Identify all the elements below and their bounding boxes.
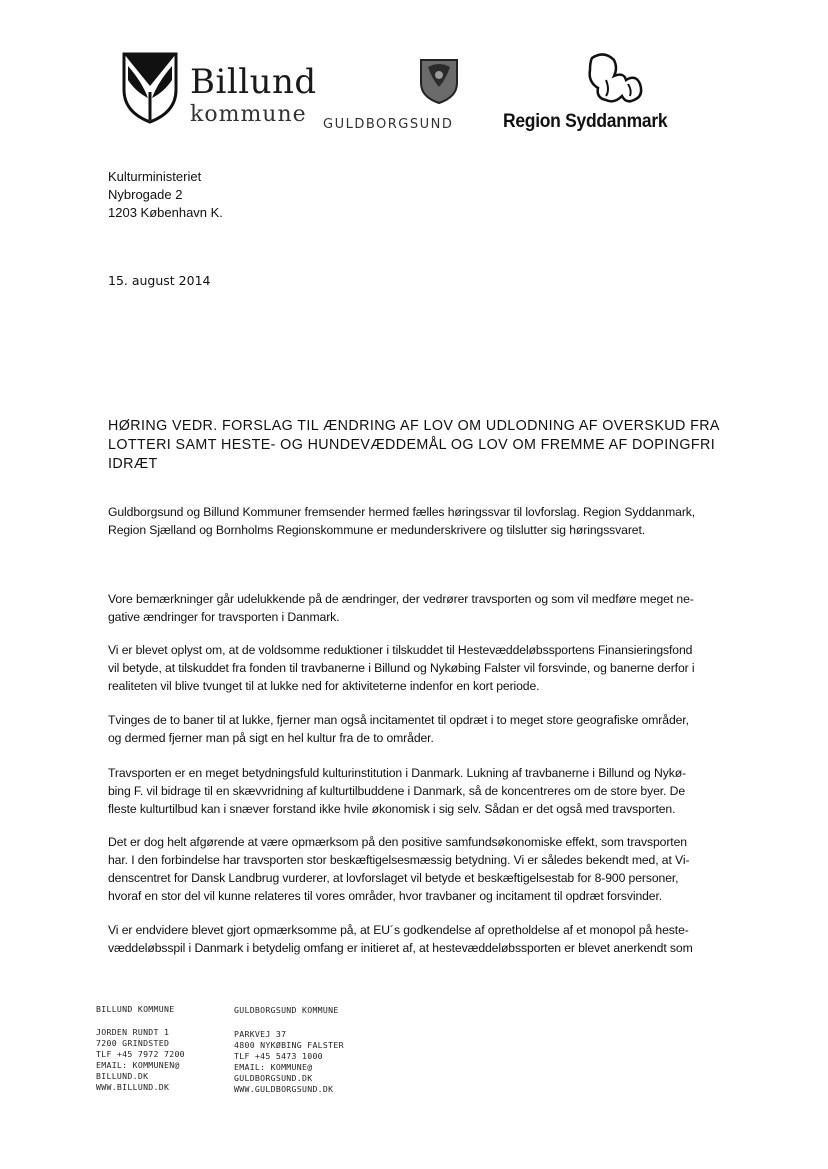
paragraph: [108, 764, 708, 818]
paragraph-line: denscentret for Dansk Landbrug vurderer, at lovforslaget vil betyde et beskæftigelsestab for 8-900 personer,: [108, 871, 679, 885]
recipient-line: 1203 København K.: [108, 205, 223, 220]
footer-line: WWW.BILLUND.DK: [96, 1082, 170, 1092]
paragraph-line: fleste kulturtilbud kan i snæver forstand ikke hvile økonomisk i sig selv. Sådan er det også med travsporten.: [108, 802, 676, 816]
footer-line: GULDBORGSUND.DK: [234, 1073, 313, 1083]
billund-logo-icon: [122, 52, 178, 124]
recipient-line: Kulturministeriet: [108, 169, 202, 184]
footer-line: 4800 NYKØBING FALSTER: [234, 1040, 344, 1050]
billund-logo-sub: kommune: [190, 102, 307, 127]
paragraph-line: hvoraf en stor del vil kunne relateres til vores områder, hvor travbaner og incitament til opdræt forsvinder.: [108, 889, 663, 903]
paragraph-line: gative ændringer for travsporten i Danmark.: [108, 610, 340, 624]
footer-line: BILLUND.DK: [96, 1071, 149, 1081]
footer-guldborgsund-title: GULDBORGSUND KOMMUNE: [234, 1005, 339, 1015]
paragraph: [108, 833, 708, 905]
region-syddanmark-logo-icon: [584, 50, 646, 108]
recipient-address: [108, 168, 223, 222]
footer-line: EMAIL: KOMMUNE@: [234, 1062, 313, 1072]
billund-logo-name: Billund: [190, 62, 317, 102]
heading-line: LOTTERI SAMT HESTE- OG HUNDEVÆDDEMÅL OG LOV OM FREMME AF DOPINGFRI: [108, 437, 716, 453]
paragraph: [108, 641, 708, 695]
heading-line: HØRING VEDR. FORSLAG TIL ÆNDRING AF LOV OM UDLODNING AF OVERSKUD FRA: [108, 418, 720, 434]
letter-heading: [108, 417, 728, 474]
paragraph-line: Det er dog helt afgørende at være opmærksom på den positive samfundsøkonomiske effekt, som travsporten: [108, 835, 687, 849]
paragraph-line: har. I den forbindelse har travsporten stor beskæftigelsesmæssig betydning. Vi er således bekendt med, at Vi-: [108, 853, 690, 867]
paragraph-line: bing F. vil bidrage til en skævvridning af kulturtilbuddene i Danmark, så de koncentreres om de store byer. De: [108, 784, 686, 798]
footer-line: TLF +45 7972 7200: [96, 1049, 185, 1059]
paragraph-line: Vi er endvidere blevet gjort opmærksomme på, at EU´s godkendelse af opretholdelse af et monopol på heste-: [108, 923, 689, 937]
region-syddanmark-logo-name: Region Syddanmark: [503, 111, 668, 132]
heading-line: IDRÆT: [108, 456, 158, 472]
footer-line: PARKVEJ 37: [234, 1029, 287, 1039]
paragraph-line: Guldborgsund og Billund Kommuner fremsender hermed fælles høringssvar til lovforslag. Region Syddanmark,: [108, 505, 696, 519]
paragraph-line: Vore bemærkninger går udelukkende på de ændringer, der vedrører travsporten og som vil medføre meget ne-: [108, 592, 694, 606]
paragraph-line: Region Sjælland og Bornholms Regionskommune er medunderskrivere og tilslutter sig høringssvaret.: [108, 523, 646, 537]
footer-billund-contact: [96, 1027, 185, 1093]
guldborgsund-crest-icon: [418, 57, 460, 105]
recipient-line: Nybrogade 2: [108, 187, 183, 202]
footer-line: TLF +45 5473 1000: [234, 1051, 323, 1061]
paragraph: [108, 590, 708, 626]
paragraph: [108, 503, 708, 539]
footer-guldborgsund-contact: [234, 1029, 344, 1095]
paragraph: [108, 921, 708, 957]
footer-billund-title: BILLUND KOMMUNE: [96, 1004, 175, 1014]
footer-line: JORDEN RUNDT 1: [96, 1027, 170, 1037]
footer-line: WWW.GULDBORGSUND.DK: [234, 1084, 334, 1094]
guldborgsund-logo-name: GULDBORGSUND: [323, 117, 454, 132]
paragraph-line: væddeløbsspil i Danmark i betydelig omfang er initieret af, at hestevæddeløbssporten er blevet anerkendt som: [108, 941, 693, 955]
paragraph-line: vil betyde, at tilskuddet fra fonden til travbanerne i Billund og Nykøbing Falster vil forsvinde, og banerne derfor i: [108, 661, 695, 675]
paragraph-line: Vi er blevet oplyst om, at de voldsomme reduktioner i tilskuddet til Hestevæddeløbssportens Finansieringsfond: [108, 643, 693, 657]
letter-date: 15. august 2014: [108, 273, 211, 288]
paragraph-line: realiteten vil blive tvunget til at lukke ned for aktiviteterne indenfor en kort periode.: [108, 679, 540, 693]
footer-line: 7200 GRINDSTED: [96, 1038, 170, 1048]
footer-line: EMAIL: KOMMUNEN@: [96, 1060, 180, 1070]
paragraph-line: Tvinges de to baner til at lukke, fjerner man også incitamentet til opdræt i to meget store geografiske områder,: [108, 713, 689, 727]
paragraph-line: og dermed fjerner man på sigt en hel kultur fra de to områder.: [108, 731, 434, 745]
paragraph: [108, 711, 708, 747]
paragraph-line: Travsporten er en meget betydningsfuld kulturinstitution i Danmark. Lukning af travbanerne i Billund og Nykø-: [108, 766, 687, 780]
